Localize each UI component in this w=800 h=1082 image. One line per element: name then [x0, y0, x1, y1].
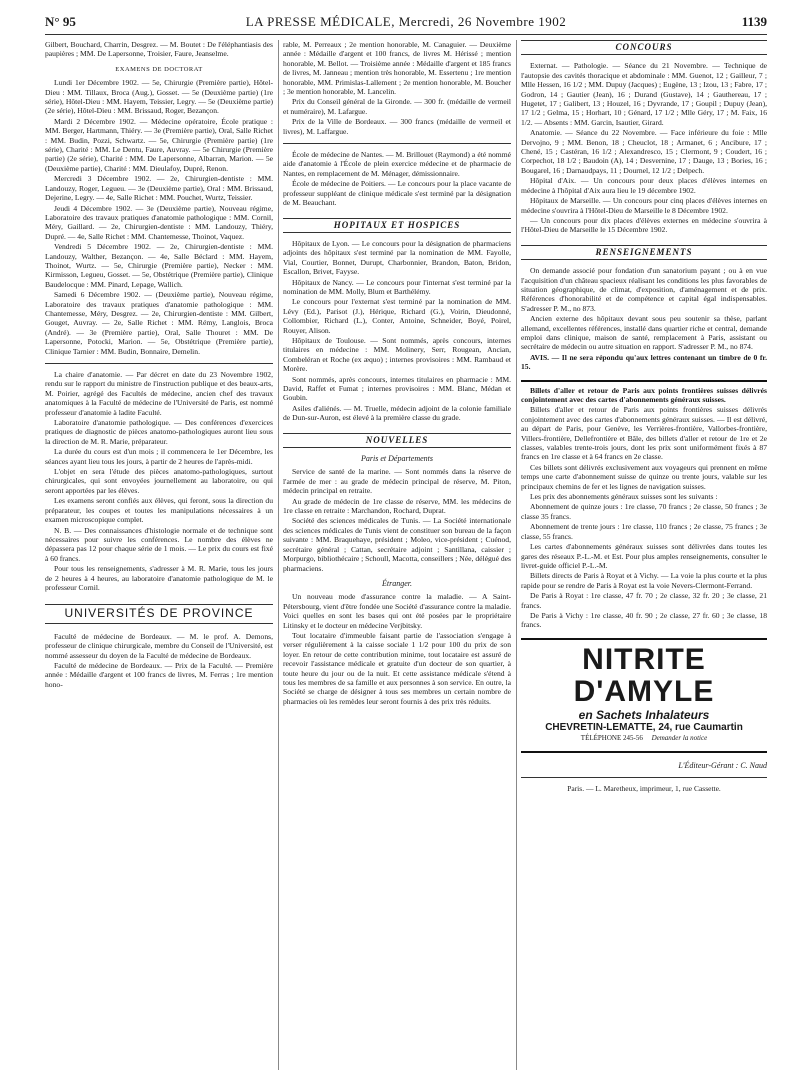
paragraph: Laboratoire d'anatomie pathologique. — Des conférences d'exercices pratiques de diagnostic de pièces anatomo-pathologiques auront lieu sous la direction de M. R. Marie, préparateur.: [45, 418, 273, 446]
paragraph: Gilbert, Bouchard, Charrin, Desgrez. — M. Boutet : De l'éléphantiasis des paupières ; MM. De Lapersonne, Troisier, Faure, Jeanselme.: [45, 40, 273, 59]
paragraph: Prix de la Ville de Bordeaux. — 300 francs (médaille de vermeil et livres), M. Laffargue.: [283, 117, 511, 136]
paragraph: Les cartes d'abonnements généraux suisses sont délivrées dans toutes les gares des réseaux P.-L.-M. et Est. Pour plus amples renseignements, consulter le livret-guide officiel P.-L.-M.: [521, 542, 767, 570]
paragraph: Ancien externe des hôpitaux devant sous peu soutenir sa thèse, parlant allemand, excellentes références, installé dans quartier riche et central, demande emploi dans clinique, maison de santé, remplacement à Paris, assistant ou secrétaire de médecin ou autre situation en rapport. S'adresser P. M., no 874.: [521, 314, 767, 352]
paragraph: — Un concours pour dix places d'élèves externes en médecine s'ouvrira à l'Hôtel-Dieu de Marseille le 15 Décembre 1902.: [521, 215, 767, 235]
column-divider: [516, 40, 517, 1070]
separator: [283, 143, 511, 144]
paragraph: AVIS. — Il ne sera répondu qu'aux lettres contenant un timbre de 0 fr. 15.: [521, 352, 767, 372]
paragraph-billets-title: Billets d'aller et retour de Paris aux points frontières suisses délivrés conjointement avec des cartes d'abonnements généraux suisses.: [521, 385, 767, 404]
exam-day: Jeudi 4 Décembre 1902. — 3e (Deuxième partie), Nouveau régime, Laboratoire des travaux pratiques d'anatomie pathologique : MM. Cornil, Méry, Gaillard. — 2e, Chirurgien-dentiste : MM. Landouzy, Thiéry, Dupré. — 4e, Salle Richet : MM. Chantemesse, Thoinot, Vaquez.: [45, 203, 273, 241]
paragraph: Asiles d'aliénés. — M. Truelle, médecin adjoint de la colonie familiale de Dun-sur-Auron, est élevé à la première classe du grade.: [283, 403, 511, 423]
ad-maker: CHEVRETIN-LEMATTE, 24, rue Caumartin: [545, 721, 743, 733]
separator: [521, 638, 767, 640]
exam-day: Lundi 1er Décembre 1902. — 5e, Chirurgie (Première partie), Hôtel-Dieu : MM. Tillaux, Broca (Aug.), Gosset. — 5e (Deuxième partie) (1re série), Hôtel-Dieu : MM. Hayem, Teissier, Legry. — 5e (Deuxième partie) (2e série), Hôtel-Dieu : MM. Brissaud, Roger, Bezançon.: [45, 78, 273, 116]
ad-note: Demander la notice: [651, 733, 708, 742]
paragraph: La durée du cours est d'un mois ; il commencera le 1er Décembre, les séances ayant lieu tous les jours, à partir de 2 heures de l'après-midi.: [45, 447, 273, 466]
advertisement: [521, 644, 767, 743]
paragraph: Hôpitaux de Lyon. — Le concours pour la désignation de pharmaciens adjoints des hôpitaux s'est terminé par la nomination de MM. Fayolle, Vial, Courtier, Bonnet, Durupt, Charbonnier, Brandon, Baton, Bridon, Escallon, Brivet, Fayyse.: [283, 238, 511, 277]
paragraph: Au grade de médecin de 1re classe de réserve, MM. les médecins de 1re classe en retraite : Marchandon, Rochard, Duprat.: [283, 496, 511, 516]
paragraph: Le concours pour l'externat s'est terminé par la nomination de MM. Lévy (Ed.), Parisot (J.), Hérique, Richard (G.), Voirin, Dieudonné, Collombier, Richard (L.), Conter, Antoine, Schneider, Boyé, Poirel, Rouyer, Alison.: [283, 297, 511, 335]
page-header: [45, 8, 767, 32]
column-3: [521, 40, 767, 1074]
separator: [521, 751, 767, 753]
paragraph: Les examens seront confiés aux élèves, qui feront, sous la direction du préparateur, les coupes et toutes les manipulations nécessaires à un examen microscopique complet.: [45, 496, 273, 525]
paragraph: De Paris à Royat : 1re classe, 47 fr. 70 ; 2e classe, 32 fr. 20 ; 3e classe, 21 francs.: [521, 591, 767, 610]
paragraph: Société des sciences médicales de Tunis. — La Société internationale des sciences médicales de Tunis vient de constituer son bureau de la façon suivante : MM. Braquehaye, président ; Moleo, vice-président ; Cuénod, secrétaire général ; Cattan, secrétaire adjoint ; Santillana, caissier ; Morpurgo, bibliothécaire ; Schoull, Macotta, conseillers ; Née, délégué des pharmaciens.: [283, 516, 511, 573]
paragraph: Un nouveau mode d'assurance contre la maladie. — A Saint-Pétersbourg, vient d'être fondée une Société d'assurance contre la maladie. Voici quelles en sont les bases qui ont été posées par le propriétaire Litinsky et le docteur en médecine Verjbitsky.: [283, 592, 511, 630]
paragraph: L'objet en sera l'étude des pièces anatomo-pathologiques, surtout chirurgicales, qui sont envoyées journellement au laboratoire, ou qui seront apportées par les élèves.: [45, 467, 273, 495]
paragraph: Faculté de médecine de Bordeaux. — M. le prof. A. Demons, professeur de clinique chirurgicale, membre du Conseil de l'Université, est nommé assesseur du doyen de la Faculté de médecine de Bordeaux.: [45, 631, 273, 660]
paragraph: Prix du Conseil général de la Gironde. — 300 fr. (médaille de vermeil et numéraire), M. Lafargue.: [283, 97, 511, 116]
paragraph: Tout locataire d'immeuble faisant partie de l'association s'engage à verser régulièrement à la caisse sociale 1 1/2 pour 100 du prix de son loyer. En retour de cette contribution minime, tout locataire est assuré de recevoir l'assistance médicale et gratuite d'un docteur de son quartier, à toute heure du jour ou de la nuit. Et cette assistance médicale s'étend à tous les membres de sa famille et aux personnes à son service. En outre, la Société se charge de désigner à tous ses membres un certain nombre de pharmacies où les remèdes leur seront fournis à des prix très réduits.: [283, 630, 511, 706]
paragraph: Hôpitaux de Toulouse. — Sont nommés, après concours, internes titulaires en médecine : MM. Molinery, Serr, Rougean, Ancian, Combeléran et Roche (ex æquo) ; internes provisoires : MM. Rambaud et Morère.: [283, 335, 511, 374]
paragraph: Sont nommés, après concours, internes titulaires en pharmacie : MM. David, Raffet et Fumat ; internes provisoires : MM. Blanc, Médan et Goubin.: [283, 374, 511, 403]
paragraph: On demande associé pour fondation d'un sanatorium payant ; ou à en vue l'acquisition d'un château spacieux réalisant les conditions les plus favorables de situation géographique, de climat, d'exposition, d'aménagement et de prix. Références d'honorabilité et de compétence et capital égal indispensables. S'adresser P. M., no 873.: [521, 266, 767, 313]
section-heading-universites: UNIVERSITÉS DE PROVINCE: [45, 604, 273, 623]
exam-day: Mardi 2 Décembre 1902. — Médecine opératoire, École pratique : MM. Berger, Hartmann, Thiéry. — 3e (Première partie), Oral, Salle Richet : MM. Budin, Pozzi, Schwartz. — 5e, Chirurgie (Première partie) (1re série), Charité : MM. Le Dentu, Faure, Auvray. — 5e Chirurgie (Première partie) (2e série), Charité : MM. De Lapersonne, Albarran, Marion. — 5e (Deuxième partie), Charité : MM. Dieulafoy, Dupré, Renon.: [45, 116, 273, 173]
ad-telephone: TÉLÉPHONE 245-56: [580, 733, 643, 742]
paragraph: École de médecine de Poitiers. — Le concours pour la place vacante de professeur suppléant de clinique médicale s'est terminé par la désignation de M. Beauchant.: [283, 179, 511, 208]
header-rule: [45, 34, 767, 35]
paragraph: Billets directs de Paris à Royat et à Vichy. — La voie la plus courte et la plus rapide pour se rendre de Paris à Royat est la voie Nevers-Clermont-Ferrand.: [521, 571, 767, 590]
ad-subtitle: en Sachets Inhalateurs: [578, 707, 710, 722]
paragraph: Pour tous les renseignements, s'adresser à M. R. Marie, tous les jours de 2 heures à 4 heures, au laboratoire d'anatomie pathologique de M. le professeur Cornil.: [45, 564, 273, 592]
exam-day: Samedi 6 Décembre 1902. — (Deuxième partie), Nouveau régime, Laboratoire des travaux pratiques d'anatomie pathologique : MM. Chantemesse, Méry, Desgrez. — 2e, Chirurgien-dentiste : MM. Gilbert, Gouget, Auvray. — 2e, Salle Richet : MM. Rémy, Langlois, Broca (André). — 3e (Première partie), Oral, Salle Thouret : MM. De Lapersonne, Potocki, Marion. — 5e, Obstétrique (Première partie), Clinique Tarnier : MM. Budin, Bonnaire, Demelin.: [45, 290, 273, 356]
separator: [521, 777, 767, 778]
subheading-paris: Paris et Départements: [361, 454, 433, 464]
paragraph: Abonnement de trente jours : 1re classe, 110 francs ; 2e classe, 75 francs ; 3e classe, 55 francs.: [521, 522, 767, 541]
section-heading-hopitaux: HOPITAUX ET HOSPICES: [283, 218, 511, 233]
paragraph: Hôpitaux de Nancy. — Le concours pour l'internat s'est terminé par la nomination de MM. Molly, Blum et Barthélémy.: [283, 277, 511, 296]
paragraph: Les prix des abonnements généraux suisses sont les suivants :: [530, 492, 718, 502]
journal-title: LA PRESSE MÉDICALE, Mercredi, 26 Novembre 1902: [245, 14, 567, 29]
printer-credit: Paris. — L. Maretheux, imprimeur, 1, rue Cassette.: [567, 784, 721, 794]
paragraph: Ces billets sont délivrés exclusivement aux voyageurs qui prennent en même temps une carte d'abonnement suisse de quinze ou trente jours, valable sur les principaux chemins de fer et les lignes de navigation suisses.: [521, 462, 767, 491]
paragraph: N. B. — Des connaissances d'histologie normale et de technique sont nécessaires pour suivre les conférences. Le nombre des élèves ne dépassera pas 12 pour chaque série de 1 mois. — Le prix du cours est fixé à 60 francs.: [45, 525, 273, 563]
ad-brand: NITRITE D'AMYLE: [573, 642, 715, 708]
section-heading-nouvelles: NOUVELLES: [283, 433, 511, 448]
paragraph: De Paris à Vichy : 1re classe, 40 fr. 90 ; 2e classe, 27 fr. 60 ; 3e classe, 18 francs.: [521, 610, 767, 630]
column-1: [45, 40, 273, 1074]
column-2: [283, 40, 511, 1074]
paragraph: Anatomie. — Séance du 22 Novembre. — Face inférieure du foie : Mlle Dervojno, 9 ; MM. Benon, 18 ; Cheuclot, 18 ; Armanet, 6 ; Ancibure, 17 ; Chené, 15 ; Castéran, 16 1/2 ; Alexandresco, 15 ; Clermont, 9 ; Coudert, 16 ; Corpechot, 18 1/2 ; Baudoin (A), 14 ; Desvernine, 17 ; Dauge, 13 ; Bories, 16 ; Bougarel, 16 ; Darnaudpays, 11 ; Dournel, 12 1/2 ; Delpech.: [521, 128, 767, 175]
section-heading-concours: CONCOURS: [521, 40, 767, 55]
paragraph: Service de santé de la marine. — Sont nommés dans la réserve de l'armée de mer : au grade de médecin principal de réserve, M. Piton, médecin principal en retraite.: [283, 467, 511, 496]
separator: [521, 380, 767, 382]
paragraph: rable, M. Perreaux ; 2e mention honorable, M. Canaguier. — Deuxième année : Médaille d'argent et 100 francs, de livres M. Hérissé ; mention honorable, M. Bellot. — Troisième année : Médaille d'argent et 185 francs de livres, M. Janneau ; mention très honorable, M. Essertenu ; 1re mention honorable, MM. Primislas-Lallement ; 2e mention honorable, M. Boucher ; 3e mention honorable, M. Lancelin.: [283, 40, 511, 97]
paragraph: Hôpital d'Aix. — Un concours pour deux places d'élèves internes en médecine à l'hôpital d'Aix aura lieu le 19 décembre 1902.: [521, 176, 767, 195]
paragraph: Hôpitaux de Marseille. — Un concours pour cinq places d'élèves internes en médecine s'ouvrira à l'Hôtel-Dieu de Marseille le 8 Décembre 1902.: [521, 196, 767, 215]
paragraph: Faculté de médecine de Bordeaux. — Prix de la Faculté. — Première année : Médaille d'argent et 100 francs de livres, M. Ferras ; 1re mention hono-: [45, 660, 273, 689]
paragraph: Abonnement de quinze jours : 1re classe, 70 francs ; 2e classe, 50 francs ; 3e classe 35 francs.: [521, 502, 767, 521]
exam-day: Vendredi 5 Décembre 1902. — 2e, Chirurgien-dentiste : MM. Landouzy, Walther, Bezançon. — 4e, Salle Béclard : MM. Hayem, Thoinot, Wurtz. — 5e, Chirurgie (Première partie), Necker : MM. Kirmisson, Legueu, Gosset. — 5e, Obstétrique (Première partie), Clinique Baudelocque : MM. Pinard, Lepage, Wallich.: [45, 242, 273, 289]
section-heading-renseignements: RENSEIGNEMENTS: [521, 245, 767, 260]
section-heading-examens: EXAMENS DE DOCTORAT: [115, 65, 203, 73]
paragraph: Billets d'aller et retour de Paris aux points frontières suisses délivrés conjointement avec des cartes d'abonnements généraux suisses. — Il est délivré, au départ de Paris, pour Genève, les Verrières-frontière, Vallorbes-frontière, Villers-frontière, Dellefrontière et Bâle, des billets d'aller et retour de 1re et 2e classes, valables trente-trois jours, dont les prix sont uniformément fixés à 87 francs en 1re classe et à 64 francs en 2e classe.: [521, 405, 767, 462]
separator: [45, 363, 273, 364]
editor-credit: L'Éditeur-Gérant : C. Naud: [678, 760, 767, 770]
subheading-etranger: Étranger.: [382, 578, 412, 588]
issue-number: N° 95: [45, 14, 76, 29]
page-number: 1139: [741, 14, 767, 29]
paragraph: Externat. — Pathologie. — Séance du 21 Novembre. — Technique de l'autopsie des cavités thoracique et abdominale : MM. Guenot, 12 ; Gailleur, 7 ; Mlle Hessen, 16 1/2 ; MM. Dupuy (Jacques) ; Eugène, 13 ; Izou, 13 ; Fabre, 17 ; Godron, 14 ; Gautier (Jean), 16 ; Durand (Gustave), 14 ; Gauthereau, 17 ; Hugetet, 17 ; Galibert, 13 ; Houzel, 16 ; Dyvrande, 17 ; Goupil ; Dupuy (Jean), 17 1/2 ; Gelma, 15 ; Horhart, 10 ; Génard, 17 1/2 ; Mlle Géry, 17 ; M. Faix, 16 1/2. — Absents : MM. Garcin, Isautier, Girard.: [521, 61, 767, 127]
paragraph: École de médecine de Nantes. — M. Brillouet (Raymond) a été nommé aide d'anatomie à l'École de plein exercice médecine et de pharmacie de Nantes, en remplacement de M. Ménager, démissionnaire.: [283, 150, 511, 178]
paragraph: La chaire d'anatomie. — Par décret en date du 23 Novembre 1902, rendu sur le rapport du ministre de l'instruction publique et des beaux-arts, M. Poirier, agrégé des Facultés de médecine, ancien chef des travaux anatomiques à la Faculté de médecine de l'Université de Paris, est nommé professeur d'anatomie à ladite Faculté.: [45, 370, 273, 417]
exam-day: Mercredi 3 Décembre 1902. — 2e, Chirurgien-dentiste : MM. Landouzy, Roger, Legueu. — 3e (Deuxième partie), Oral : MM. Brissaud, Dejerine, Legry. — 4e, Salle Richet : MM. Pouchet, Wurtz, Teissier.: [45, 174, 273, 203]
column-divider: [278, 40, 279, 1070]
